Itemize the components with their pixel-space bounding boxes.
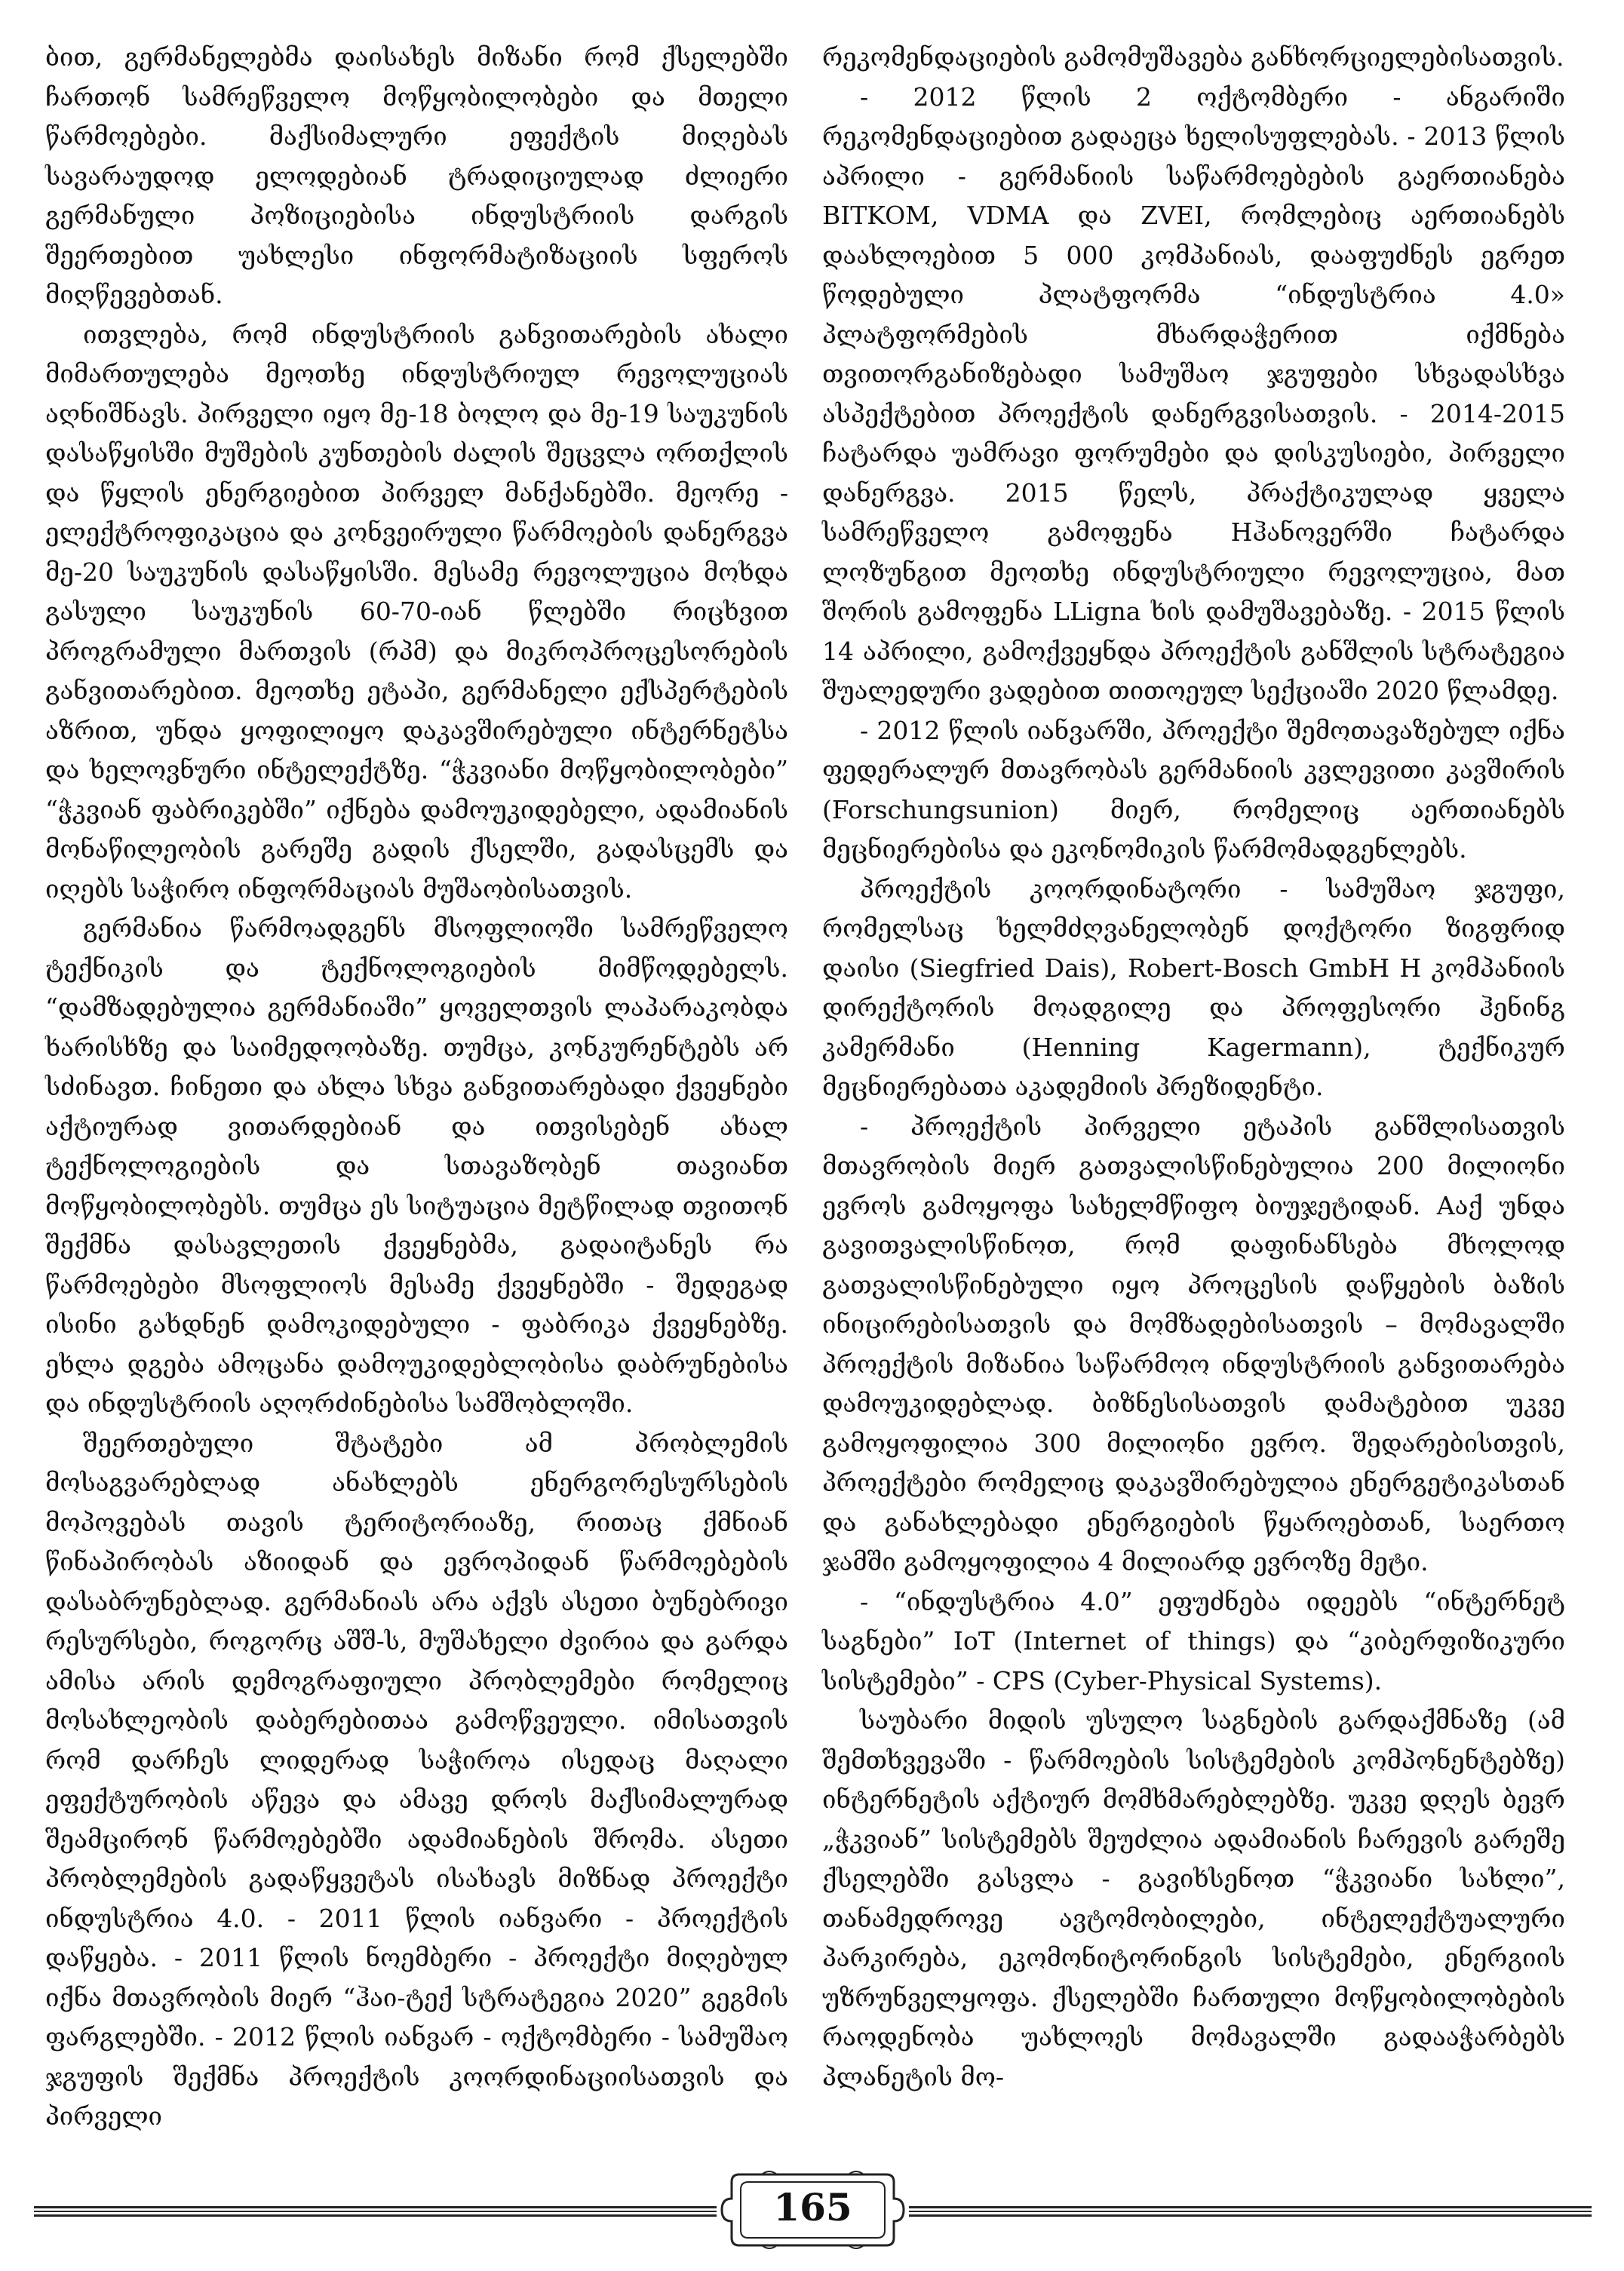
left-text-column <box>45 38 788 2137</box>
footer-rule-left <box>34 2206 717 2217</box>
page-footer <box>0 2168 1624 2251</box>
paragraph: - “ინდუსტრია 4.0” ეფუძნება იდეებს “ინტერნეტ საგნები” IoT (Internet of things) და “კიბერფიზიკური სისტემები” - CPS (Cyber-Physical Systems). <box>822 1586 1565 1696</box>
paragraph: ითვლება, რომ ინდუსტრიის განვითარების ახალი მიმართულება მეოთხე ინდუსტრიულ რევოლუციას აღნიშნავს. პირველი იყო მე-18 ბოლო და მე-19 საუკუნის დასაწყისში მუშების კუნთების ძალის შეცვლა ორთქლის და წყლის ენერგიებით პირველ მანქანებში. მეორე - ელექტროფიკაცია და კონვეირული წარმოების დანერგვა მე-20 საუკუნის დასაწყისში. მესამე რევოლუცია მოხდა გასული საუკუნის 60-70-იან წლებში რიცხვით პროგრამული მართვის (რპმ) და მიკროპროცესორების განვითარებით. მეოთხე ეტაპი, გერმანელი ექსპერტების აზრით, უნდა ყოფილიყო დაკავშირებული ინტერნეტსა და ხელოვნური ინტელექტზე. “ჭკვიანი მოწყობილობები” “ჭკვიან ფაბრიკებში” იქნება დამოუკიდებელი, ადამიანის მონაწილეობის გარეშე გადის ქსელში, გადასცემს და იღებს საჭირო ინფორმაციას მუშაობისათვის. <box>45 319 788 904</box>
paragraph: გერმანია წარმოადგენს მსოფლიოში სამრეწველო ტექნიკის და ტექნოლოგიების მიმწოდებელს. “დამზადებულია გერმანიაში” ყოველთვის ლაპარაკობდა ხარისხზე და საიმედოობაზე. თუმცა, კონკურენტებს არ სძინავთ. ჩინეთი და ახლა სხვა განვითარებადი ქვეყნები აქტიურად ვითარდებიან და ითვისებენ ახალ ტექნოლოგიების და სთავაზობენ თავიანთ მოწყობილობებს. თუმცა ეს სიტუაცია მეტწილად თვითონ შექმნა დასავლეთის ქვეყნებმა, გადაიტანეს რა წარმოებები მსოფლიოს მესამე ქვეყნებში - შედეგად ისინი გახდნენ დამოკიდებული - ფაბრიკა ქვეყნებზე. ეხლა დგება ამოცანა დამოუკიდებლობისა დაბრუნებისა და ინდუსტრიის აღორძინებისა სამშობლოში. <box>45 913 788 1418</box>
paragraph: - 2012 წლის 2 ოქტომბერი - ანგარიში რეკომენდაციებით გადაეცა ხელისუფლებას. - 2013 წლის აპრილი - გერმანიის საწარმოებების გაერთიანება BITKOM, VDMA და ZVEI, რომლებიც აერთიანებს დაახლოებით 5 000 კომპანიას, დააფუძნეს ეგრეთ წოდებული პლატფორმა “ინდუსტრია 4.0» პლატფორმების მხარდაჭერით იქმნება თვითორგანიზებადი სამუშაო ჯგუფები სხვადასხვა ასპექტებით პროექტის დანერგვისათვის. - 2014-2015 ჩატარდა უამრავი ფორუმები და დისკუსიები, პირველი დანერგვა. 2015 წელს, პრაქტიკულად ყველა სამრეწველო გამოფენა Hჰანოვერში ჩატარდა ლოზუნგით მეოთხე ინდუსტრიული რევოლუცია, მათ შორის გამოფენა LLigna ხის დამუშავებაზე. - 2015 წლის 14 აპრილი, გამოქვეყნდა პროექტის განშლის სტრატეგია შუალედური ვადებით თითოეულ სექციაში 2020 წლამდე. <box>822 81 1565 705</box>
right-text-column <box>822 38 1565 2097</box>
paragraph: პროექტის კოორდინატორი - სამუშაო ჯგუფი, რომელსაც ხელმძღვანელობენ დოქტორი ზიგფრიდ დაისი (Siegfried Dais), Robert-Bosch GmbH H კომპანიის დირექტორის მოადგილე და პროფესორი ჰენინგ კამერმანი (Henning Kagermann), ტექნიკურ მეცნიერებათა აკადემიის პრეზიდენტი. <box>822 873 1565 1101</box>
paragraph: - 2012 წლის იანვარში, პროექტი შემოთავაზებულ იქნა ფედერალურ მთავრობას გერმანიის კვლევითი კავშირის (Forschungsunion) მიერ, რომელიც აერთიანებს მეცნიერებისა და ეკონომიკის წარმომადგენლებს. <box>822 715 1565 864</box>
footer-rule-right <box>909 2206 1592 2217</box>
paragraph: - პროექტის პირველი ეტაპის განშლისათვის მთავრობის მიერ გათვალისწინებულია 200 მილიონი ევროს გამოყოფა სახელმწიფო ბიუჯეტიდან. Aაქ უნდა გავითვალისწინოთ, რომ დაფინანსება მხოლოდ გათვალისწინებული იყო პროცესის დაწყების ბაზის ინიცირებისათვის და მომზადებისათვის – მომავალში პროექტის მიზანია საწარმოო ინდუსტრიის განვითარება დამოუკიდებლად. ბიზნესისათვის დამატებით უკვე გამოყოფილია 300 მილიონი ევრო. შედარებისთვის, პროექტები რომელიც დაკავშირებულია ენერგეტიკასთან და განახლებადი ენერგიების წყაროებთან, საერთო ჯამში გამოყოფილია 4 მილიარდ ევროზე მეტი. <box>822 1111 1565 1576</box>
paragraph: ბით, გერმანელებმა დაისახეს მიზანი რომ ქსელებში ჩართონ სამრეწველო მოწყობილობები და მთელი წარმოებები. მაქსიმალური ეფექტის მიღებას სავარაუდოდ ელოდებიან ტრადიციულად ძლიერი გერმანული პოზიციებისა ინდუსტრიის დარგის შეერთებით უახლესი ინფორმატიზაციის სფეროს მიღწევებთან. <box>45 42 788 309</box>
page-number: 165 <box>773 2185 852 2230</box>
paragraph: საუბარი მიდის უსულო საგნების გარდაქმნაზე (ამ შემთხვევაში - წარმოების სისტემების კომპონენტებზე) ინტერნეტის აქტიურ მომხმარებლებზე. უკვე დღეს ბევრ „ჭკვიან” სისტემებს შეუძლია ადამიანის ჩარევის გარეშე ქსელებში გასვლა - გავიხსენოთ “ჭკვიანი სახლი”, თანამედროვე ავტომობილები, ინტელექტუალური პარკირება, ეკომონიტორინგის სისტემები, ენერგიის უზრუნველყოფა. ქსელებში ჩართული მოწყობილობების რაოდენობა უახლოეს მომავალში გადააჭარბებს პლანეტის მო- <box>822 1705 1565 2091</box>
paragraph: შეერთებული შტატები ამ პრობლემის მოსაგვარებლად ანახლებს ენერგორესურსების მოპოვებას თავის ტერიტორიაზე, რითაც ქმნიან წინაპირობას აზიიდან და ევროპიდან წარმოებების დასაბრუნებლად. გერმანიას არა აქვს ასეთი ბუნებრივი რესურსები, როგორც აშშ-ს, მუშახელი ძვირია და გარდა ამისა არის დემოგრაფიული პრობლემები რომელიც მოსახლეობის დაბერებითაა გამოწვეული. იმისათვის რომ დარჩეს ლიდერად საჭიროა ისედაც მაღალი ეფექტურობის აწევა და ამავე დროს მაქსიმალურად შეამცირონ წარმოებებში ადამიანების შრომა. ასეთი პრობლემების გადაწყვეტას ისახავს მიზნად პროექტი ინდუსტრია 4.0. - 2011 წლის იანვარი - პროექტის დაწყება. - 2011 წლის ნოემბერი - პროექტი მიღებულ იქნა მთავრობის მიერ “ჰაი-ტექ სტრატეგია 2020” გეგმის ფარგლებში. - 2012 წლის იანვარ - ოქტომბერი - სამუშაო ჯგუფის შექმნა პროექტის კოორდინაციისათვის და პირველი <box>45 1428 788 2131</box>
paragraph: რეკომენდაციების გამომუშავება განხორციელებისათვის. <box>822 42 1564 72</box>
